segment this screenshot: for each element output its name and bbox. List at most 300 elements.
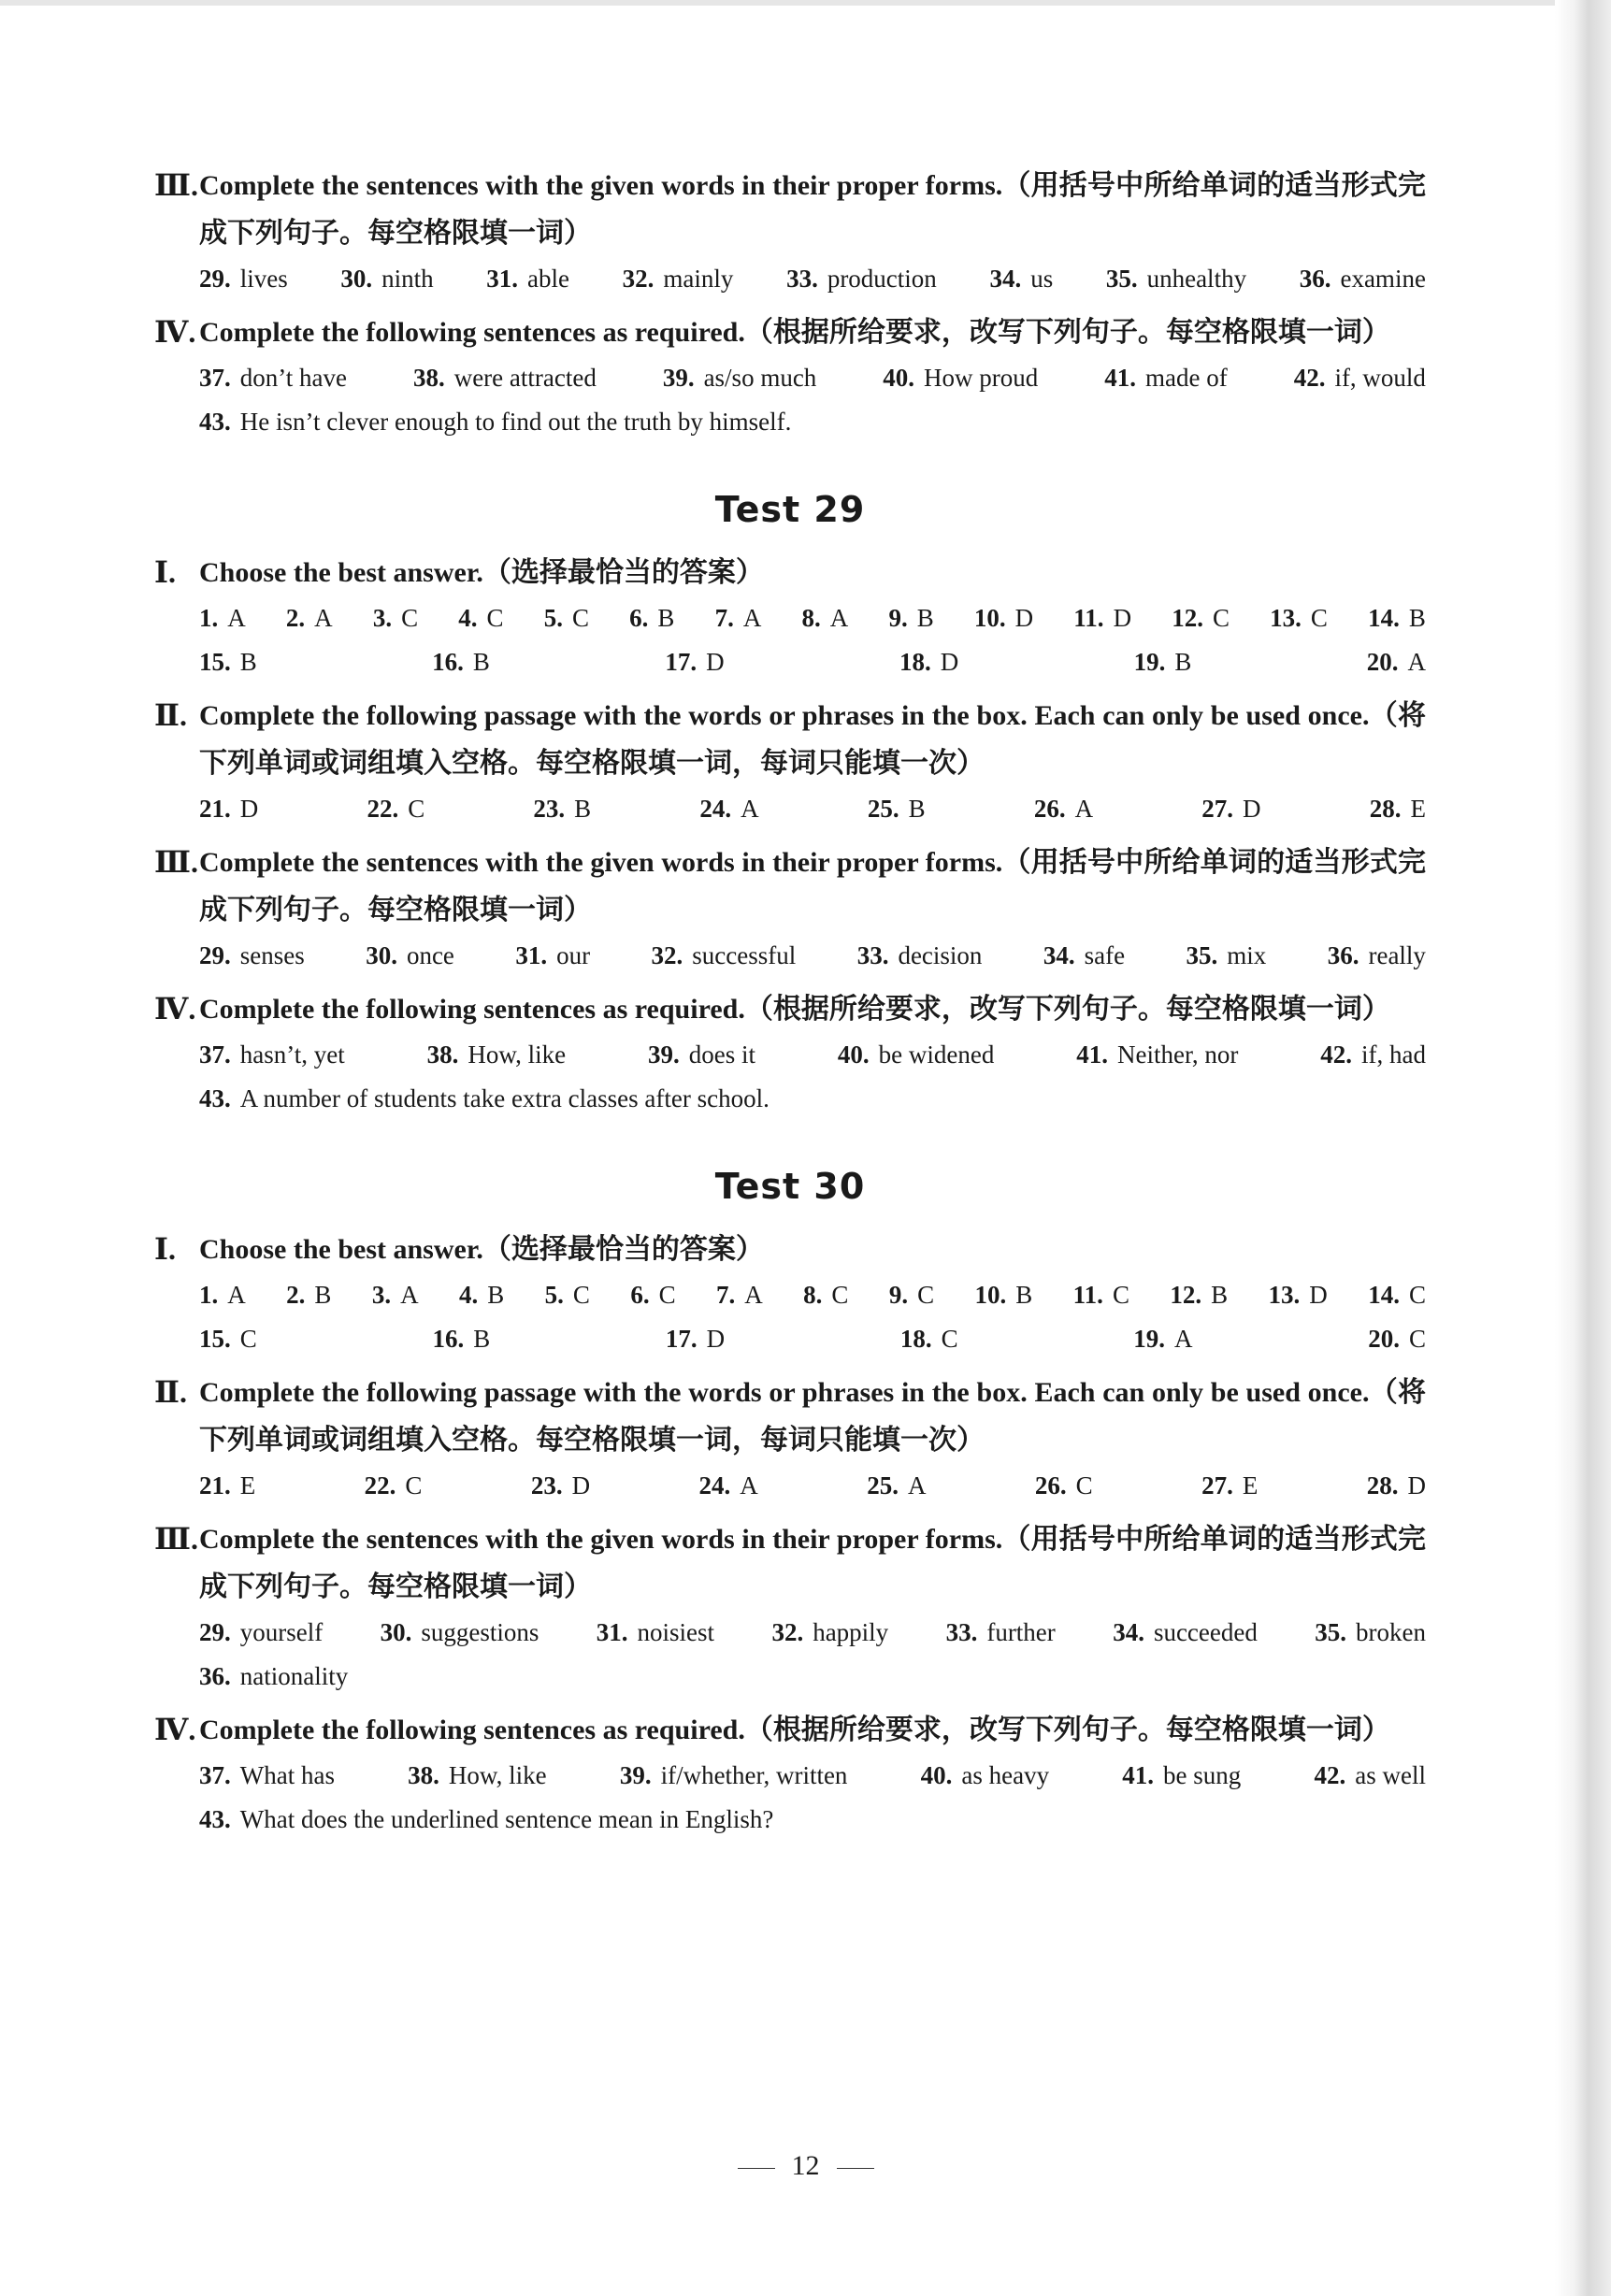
question-number: 4.: [458, 604, 478, 632]
answer-text: A: [314, 604, 333, 632]
answer-text: E: [1410, 795, 1426, 823]
answer-row: [199, 1611, 1426, 1655]
answer-item: [883, 356, 1038, 400]
answer-text: D: [239, 795, 259, 823]
answer-item: [1113, 1611, 1258, 1655]
answer-item: [515, 934, 590, 978]
question-number: 24.: [699, 795, 732, 823]
answer-item: [803, 1273, 848, 1317]
answer-item: [1300, 257, 1426, 301]
answer-text: C: [1212, 604, 1230, 632]
answer-item: [921, 1754, 1049, 1798]
question-number: 13.: [1268, 1281, 1301, 1309]
answer-row: [199, 400, 1426, 444]
question-number: 26.: [1033, 795, 1066, 823]
question-number: 4.: [458, 1281, 479, 1309]
question-number: 7.: [714, 604, 734, 632]
question-number: 18.: [899, 648, 931, 676]
answer-text: suggestions: [421, 1618, 539, 1646]
answer-item: [199, 257, 288, 301]
answer-item: [1270, 596, 1328, 640]
answer-item: [340, 257, 433, 301]
answer-item: [652, 934, 797, 978]
answer-text: C: [1075, 1471, 1093, 1500]
answer-item: [533, 787, 591, 831]
answer-text: B: [657, 604, 675, 632]
answer-text: D: [1014, 604, 1034, 632]
answer-text: What has: [239, 1761, 335, 1789]
answer-item: [1104, 356, 1227, 400]
answer-text: B: [1211, 1281, 1229, 1309]
answer-row: [199, 934, 1426, 978]
section-instruction: Complete the following sentences as required.（根据所给要求，改写下列句子。每空格限填一词）: [199, 317, 1390, 348]
question-number: 23.: [530, 1471, 563, 1500]
answer-text: A: [907, 1471, 927, 1500]
answer-text: broken: [1356, 1618, 1426, 1646]
section-numeral: Ⅲ.: [154, 168, 198, 202]
answer-text: decision: [898, 941, 983, 969]
question-number: 34.: [989, 265, 1022, 293]
footer-dash-left: [738, 2168, 775, 2169]
question-number: 35.: [1315, 1618, 1347, 1646]
question-number: 41.: [1122, 1761, 1155, 1789]
answer-item: [1122, 1754, 1241, 1798]
answer-text: A: [1174, 1325, 1193, 1353]
section-heading: [154, 162, 1426, 257]
answer-text: C: [239, 1325, 257, 1353]
question-number: 31.: [515, 941, 548, 969]
answer-item: [1073, 1273, 1129, 1317]
answer-text: C: [941, 1325, 958, 1353]
answer-row: [199, 1077, 1426, 1121]
answer-text: B: [574, 795, 592, 823]
answer-item: [544, 596, 589, 640]
answer-text: C: [571, 604, 589, 632]
answer-item: [1133, 1317, 1192, 1361]
answer-text: A: [829, 604, 849, 632]
answer-item: [373, 596, 418, 640]
answer-item: [199, 1317, 257, 1361]
answer-text: yourself: [239, 1618, 324, 1646]
answer-text: as heavy: [961, 1761, 1050, 1789]
page-number: 12: [791, 2150, 820, 2181]
section-instruction: Complete the following passage with the words or phrases in the box. Each can only be used once.（将下列单词或词组填入空格。每空格限填一词，每词只能填一次）: [199, 1377, 1426, 1456]
question-number: 39.: [662, 364, 695, 392]
answer-item: [286, 1273, 331, 1317]
answer-item: [365, 1464, 423, 1508]
answer-text: How, like: [448, 1761, 547, 1789]
answer-text: D: [571, 1471, 591, 1500]
question-number: 25.: [867, 795, 899, 823]
question-number: 39.: [648, 1040, 680, 1069]
answer-item: [199, 1798, 773, 1842]
question-number: 21.: [199, 1471, 231, 1500]
answer-item: [900, 1317, 958, 1361]
question-number: 30.: [366, 941, 397, 969]
answer-item: [716, 1273, 763, 1317]
answer-item: [1201, 1464, 1258, 1508]
answer-text: B: [1174, 648, 1192, 676]
answer-item: [867, 1464, 926, 1508]
answer-text: C: [1408, 1325, 1426, 1353]
answer-item: [1172, 596, 1230, 640]
section-numeral: Ⅲ.: [154, 1522, 198, 1556]
answer-text: C: [831, 1281, 849, 1309]
answer-text: production: [827, 265, 937, 293]
answer-item: [199, 640, 257, 684]
answer-text: A: [400, 1281, 419, 1309]
question-number: 33.: [945, 1618, 978, 1646]
question-number: 36.: [1327, 941, 1359, 969]
answer-item: [432, 640, 490, 684]
answer-row: [199, 1317, 1426, 1361]
answer-row: [199, 1033, 1426, 1077]
answer-item: [199, 1033, 345, 1077]
question-number: 17.: [665, 648, 698, 676]
question-number: 12.: [1172, 604, 1203, 632]
answer-text: B: [472, 648, 490, 676]
answer-text: if, would: [1334, 364, 1426, 392]
question-number: 38.: [408, 1761, 439, 1789]
section-numeral: Ⅳ.: [154, 992, 196, 1026]
answer-item: [715, 596, 762, 640]
answer-text: C: [1112, 1281, 1129, 1309]
answer-text: E: [1242, 1471, 1259, 1500]
answer-item: [899, 640, 958, 684]
question-number: 5.: [544, 1281, 564, 1309]
answer-item: [1328, 934, 1426, 978]
question-number: 28.: [1369, 795, 1402, 823]
answer-item: [1367, 640, 1426, 684]
section-block: [154, 1226, 1426, 1361]
answer-item: [458, 596, 503, 640]
question-number: 3.: [372, 604, 393, 632]
answer-item: [620, 1754, 848, 1798]
answer-item: [531, 1464, 590, 1508]
answer-text: A: [1407, 648, 1426, 676]
question-number: 33.: [856, 941, 889, 969]
answer-text: B: [916, 604, 934, 632]
question-number: 36.: [199, 1662, 231, 1690]
answer-item: [199, 1655, 348, 1699]
scan-top-edge: [0, 0, 1611, 6]
section-instruction: Complete the sentences with the given words in their proper forms.（用括号中所给单词的适当形式完成下列句子。每空格限填一词）: [199, 170, 1426, 249]
answer-text: able: [527, 265, 570, 293]
question-number: 6.: [630, 1281, 650, 1309]
section-heading: [154, 1706, 1426, 1754]
question-number: 15.: [199, 648, 231, 676]
section-block: [154, 1369, 1426, 1508]
answer-item: [1315, 1611, 1426, 1655]
answer-text: C: [572, 1281, 590, 1309]
answer-text: happily: [813, 1618, 889, 1646]
question-number: 17.: [665, 1325, 698, 1353]
answer-item: [199, 400, 791, 444]
answer-item: [199, 1754, 335, 1798]
answer-item: [427, 1033, 566, 1077]
question-number: 43.: [199, 1805, 231, 1833]
answer-item: [666, 1317, 725, 1361]
question-number: 42.: [1320, 1040, 1352, 1069]
answer-text: E: [239, 1471, 256, 1500]
answer-text: C: [408, 795, 425, 823]
answer-item: [1370, 787, 1426, 831]
answer-text: unhealthy: [1146, 265, 1247, 293]
answer-item: [699, 787, 758, 831]
answer-text: C: [486, 604, 504, 632]
answer-text: C: [405, 1471, 423, 1500]
answer-item: [868, 787, 926, 831]
answer-item: [1368, 1273, 1426, 1317]
question-number: 29.: [199, 265, 231, 293]
answer-item: [1269, 1273, 1328, 1317]
answer-item: [889, 1273, 934, 1317]
question-number: 20.: [1366, 648, 1399, 676]
question-number: 28.: [1366, 1471, 1399, 1500]
question-number: 29.: [199, 941, 231, 969]
answer-item: [367, 787, 424, 831]
question-number: 27.: [1201, 795, 1234, 823]
question-number: 9.: [888, 604, 908, 632]
question-number: 31.: [596, 1618, 628, 1646]
section-heading: [154, 985, 1426, 1033]
section-numeral: Ⅱ.: [154, 698, 187, 732]
answer-text: A: [227, 604, 246, 632]
footer-dash-right: [837, 2168, 874, 2169]
answer-row: [199, 596, 1426, 640]
section-instruction: Complete the following sentences as required.（根据所给要求，改写下列句子。每空格限填一词）: [199, 1715, 1390, 1745]
question-number: 40.: [883, 364, 915, 392]
answer-text: D: [706, 1325, 726, 1353]
answer-text: really: [1368, 941, 1426, 969]
answer-text: made of: [1145, 364, 1228, 392]
section-instruction: Complete the sentences with the given words in their proper forms.（用括号中所给单词的适当形式完成下列句子。每空格限填一词）: [199, 1524, 1426, 1602]
answer-text: once: [406, 941, 454, 969]
answer-text: hasn’t, yet: [239, 1040, 345, 1069]
answer-text: A: [741, 795, 759, 823]
question-number: 38.: [426, 1040, 459, 1069]
answer-item: [1106, 257, 1246, 301]
answer-text: A number of students take extra classes after school.: [239, 1084, 770, 1112]
question-number: 14.: [1368, 1281, 1400, 1309]
answer-item: [1134, 640, 1192, 684]
test-title: Test 29: [714, 489, 866, 530]
answer-text: D: [940, 648, 959, 676]
question-number: 22.: [364, 1471, 396, 1500]
question-number: 11.: [1073, 604, 1104, 632]
question-number: 19.: [1133, 648, 1166, 676]
answer-text: C: [658, 1281, 676, 1309]
question-number: 5.: [543, 604, 563, 632]
answer-row: [199, 356, 1426, 400]
answer-text: mix: [1227, 941, 1267, 969]
question-number: 32.: [651, 941, 683, 969]
answer-item: [1314, 1754, 1425, 1798]
section-heading: [154, 1515, 1426, 1611]
answer-item: [486, 257, 569, 301]
question-number: 35.: [1186, 941, 1218, 969]
section-numeral: Ⅰ.: [154, 1232, 176, 1266]
question-number: 6.: [629, 604, 649, 632]
answer-item: [545, 1273, 590, 1317]
answer-text: A: [740, 1471, 758, 1500]
answer-text: A: [227, 1281, 246, 1309]
question-number: 37.: [199, 1761, 231, 1789]
answer-text: lives: [239, 265, 288, 293]
answer-text: were attracted: [453, 364, 597, 392]
answer-item: [597, 1611, 714, 1655]
question-number: 37.: [199, 1040, 231, 1069]
question-number: 8.: [801, 604, 821, 632]
question-number: 40.: [920, 1761, 953, 1789]
answer-text: B: [1015, 1281, 1033, 1309]
answer-text: be widened: [878, 1040, 995, 1069]
question-number: 11.: [1072, 1281, 1103, 1309]
question-number: 19.: [1133, 1325, 1166, 1353]
section-block: [154, 1515, 1426, 1699]
answer-text: succeeded: [1153, 1618, 1258, 1646]
answer-text: does it: [688, 1040, 755, 1069]
question-number: 7.: [716, 1281, 736, 1309]
section-heading: [154, 692, 1426, 787]
section-numeral: Ⅱ.: [154, 1375, 187, 1409]
answer-item: [888, 596, 933, 640]
answer-item: [623, 257, 734, 301]
answer-text: D: [1243, 795, 1261, 823]
answer-row: [199, 257, 1426, 301]
answer-row: [199, 787, 1426, 831]
answer-text: B: [908, 795, 926, 823]
question-number: 10.: [973, 604, 1006, 632]
answer-text: He isn’t clever enough to find out the truth by himself.: [239, 408, 792, 436]
answer-item: [432, 1317, 490, 1361]
answer-text: C: [1310, 604, 1328, 632]
question-number: 37.: [199, 364, 231, 392]
answer-row: [199, 1273, 1426, 1317]
answer-item: [786, 257, 937, 301]
answer-item: [372, 1273, 419, 1317]
torn-paper-edge: [1555, 0, 1611, 2296]
answer-text: A: [1074, 795, 1094, 823]
answer-item: [974, 596, 1033, 640]
answer-item: [1368, 596, 1426, 640]
section-instruction: Choose the best answer.（选择最恰当的答案）: [199, 557, 764, 588]
question-number: 38.: [412, 364, 445, 392]
answer-text: B: [473, 1325, 491, 1353]
answer-item: [199, 596, 246, 640]
answer-item: [199, 1611, 323, 1655]
question-number: 34.: [1043, 941, 1075, 969]
answer-item: [459, 1273, 504, 1317]
answer-item: [1368, 1317, 1426, 1361]
answer-text: A: [744, 1281, 763, 1309]
answer-text: don’t have: [239, 364, 347, 392]
answer-text: examine: [1340, 265, 1426, 293]
question-number: 42.: [1293, 364, 1326, 392]
answer-row: [199, 1754, 1426, 1798]
answer-text: senses: [239, 941, 305, 969]
section-instruction: Choose the best answer.（选择最恰当的答案）: [199, 1234, 764, 1265]
question-number: 34.: [1113, 1618, 1144, 1646]
answer-item: [413, 356, 597, 400]
answer-item: [1034, 787, 1093, 831]
answer-text: noisiest: [637, 1618, 715, 1646]
question-number: 32.: [622, 265, 654, 293]
section-instruction: Complete the following passage with the words or phrases in the box. Each can only be used once.（将下列单词或词组填入空格。每空格限填一词，每词只能填一次）: [199, 700, 1426, 779]
answer-item: [1187, 934, 1267, 978]
answer-item: [1043, 934, 1125, 978]
answer-text: if/whether, written: [660, 1761, 848, 1789]
answer-item: [286, 596, 333, 640]
section-numeral: Ⅲ.: [154, 845, 198, 879]
answer-text: B: [239, 648, 257, 676]
answer-item: [630, 1273, 675, 1317]
answer-text: further: [986, 1618, 1056, 1646]
answer-key-page: [154, 154, 1426, 1842]
answer-text: us: [1030, 265, 1054, 293]
answer-item: [1201, 787, 1260, 831]
answer-text: A: [742, 604, 762, 632]
question-number: 25.: [867, 1471, 899, 1500]
answer-text: D: [1309, 1281, 1328, 1309]
section-block: [154, 692, 1426, 831]
answer-text: D: [1113, 604, 1132, 632]
question-number: 1.: [199, 1281, 219, 1309]
answer-item: [1035, 1464, 1093, 1508]
question-number: 16.: [432, 1325, 465, 1353]
section-instruction: Complete the following sentences as required.（根据所给要求，改写下列句子。每空格限填一词）: [199, 994, 1390, 1025]
answer-item: [199, 934, 305, 978]
question-number: 18.: [899, 1325, 932, 1353]
answer-text: safe: [1084, 941, 1126, 969]
question-number: 36.: [1299, 265, 1331, 293]
question-number: 15.: [199, 1325, 231, 1353]
question-number: 14.: [1368, 604, 1400, 632]
answer-text: D: [706, 648, 725, 676]
question-number: 40.: [837, 1040, 870, 1069]
answer-item: [199, 1273, 246, 1317]
section-block: [154, 839, 1426, 978]
answer-item: [771, 1611, 888, 1655]
answer-item: [1320, 1033, 1426, 1077]
answer-row: [199, 1798, 1426, 1842]
answer-item: [199, 787, 258, 831]
answer-text: B: [487, 1281, 505, 1309]
answer-text: C: [401, 604, 419, 632]
question-number: 21.: [199, 795, 231, 823]
question-number: 41.: [1076, 1040, 1108, 1069]
answer-text: our: [556, 941, 591, 969]
question-number: 35.: [1105, 265, 1138, 293]
answer-text: C: [1408, 1281, 1426, 1309]
section-block: [154, 985, 1426, 1121]
question-number: 2.: [285, 604, 306, 632]
answer-item: [199, 1464, 255, 1508]
answer-text: How proud: [924, 364, 1039, 392]
answer-text: B: [1408, 604, 1426, 632]
section-block: [154, 309, 1426, 444]
section-block: [154, 549, 1426, 684]
answer-text: as/so much: [703, 364, 817, 392]
section-numeral: Ⅳ.: [154, 1713, 196, 1746]
answer-item: [1076, 1033, 1238, 1077]
section-numeral: Ⅳ.: [154, 315, 196, 349]
question-number: 23.: [533, 795, 566, 823]
question-number: 41.: [1104, 364, 1136, 392]
section-instruction: Complete the sentences with the given words in their proper forms.（用括号中所给单词的适当形式完成下列句子。每空格限填一词）: [199, 847, 1426, 926]
answer-text: as well: [1355, 1761, 1426, 1789]
answer-item: [946, 1611, 1056, 1655]
